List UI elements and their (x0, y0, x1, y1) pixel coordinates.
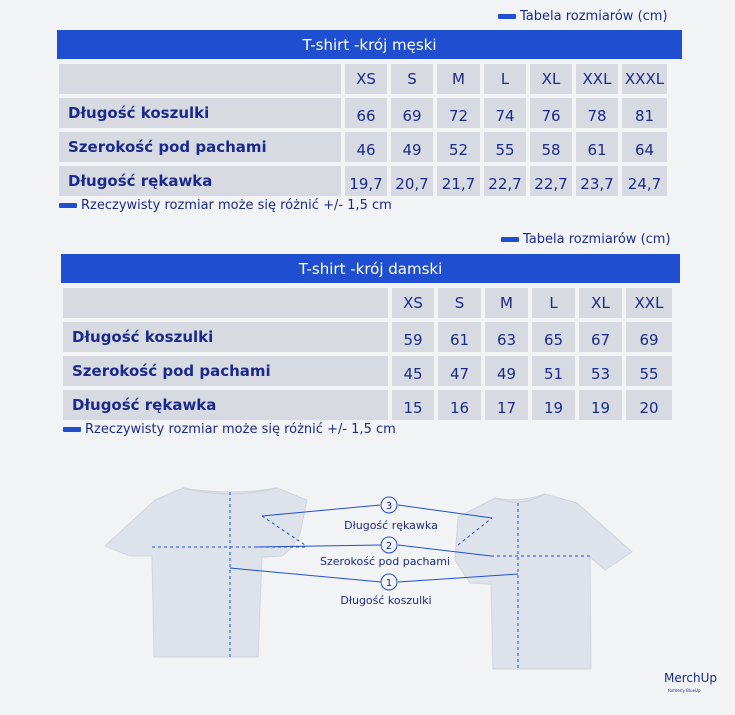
men-cell: 74 (484, 98, 526, 128)
men-cell: 46 (345, 132, 387, 162)
women-size-table (63, 288, 672, 420)
women-cell: 19 (579, 390, 622, 420)
men-cell: 49 (391, 132, 433, 162)
women-row-label: Szerokość pod pachami (63, 356, 388, 386)
merchup-logo: MerchUp (664, 671, 718, 685)
men-row-label: Długość rękawka (59, 166, 341, 196)
women-size-header: XXL (626, 288, 672, 318)
women-cell: 65 (532, 322, 575, 352)
men-row-label: Długość koszulki (59, 98, 341, 128)
men-cell: 20,7 (391, 166, 433, 196)
women-caption (501, 232, 671, 247)
marker-number: 2 (385, 541, 393, 552)
women-row-label: Długość rękawka (63, 390, 388, 420)
men-cell: 55 (484, 132, 526, 162)
women-cell: 59 (392, 322, 434, 352)
women-cell: 55 (626, 356, 672, 386)
women-size-header: M (485, 288, 528, 318)
men-size-header: XL (530, 64, 572, 94)
marker-label: Szerokość pod pachami (320, 555, 450, 568)
men-table-title (57, 30, 682, 59)
marker-number: 1 (385, 578, 393, 589)
men-size-header: L (484, 64, 526, 94)
men-cell: 78 (576, 98, 618, 128)
men-cell: 24,7 (622, 166, 667, 196)
men-cell: 58 (530, 132, 572, 162)
men-cell: 64 (622, 132, 667, 162)
women-size-header: XS (392, 288, 434, 318)
women-cell: 53 (579, 356, 622, 386)
tshirt-back-icon (455, 494, 632, 669)
marker-label: Długość rękawka (344, 519, 438, 532)
men-cell: 76 (530, 98, 572, 128)
women-cell: 20 (626, 390, 672, 420)
men-cell: 61 (576, 132, 618, 162)
men-cell: 19,7 (345, 166, 387, 196)
men-size-header: M (437, 64, 480, 94)
women-size-header: S (438, 288, 481, 318)
men-cell: 22,7 (484, 166, 526, 196)
women-cell: 17 (485, 390, 528, 420)
women-cell: 49 (485, 356, 528, 386)
women-caption-text: Tabela rozmiarów (cm) (523, 232, 671, 247)
women-cell: 61 (438, 322, 481, 352)
men-cell: 69 (391, 98, 433, 128)
men-caption-text: Tabela rozmiarów (cm) (520, 9, 668, 24)
men-caption (498, 9, 668, 24)
men-cell: 52 (437, 132, 480, 162)
note-bar-icon (63, 427, 81, 432)
men-cell: 72 (437, 98, 480, 128)
men-cell: 23,7 (576, 166, 618, 196)
women-cell: 47 (438, 356, 481, 386)
men-cell: 22,7 (530, 166, 572, 196)
women-table-title (61, 254, 680, 283)
caption-bar-icon (501, 237, 519, 242)
women-row-label: Długość koszulki (63, 322, 388, 352)
women-cell: 63 (485, 322, 528, 352)
women-size-header: L (532, 288, 575, 318)
women-cell: 69 (626, 322, 672, 352)
marker-sleeve-length (344, 497, 438, 532)
men-note (59, 198, 392, 213)
women-cell: 67 (579, 322, 622, 352)
marker-number: 3 (385, 501, 393, 512)
men-title-text: T-shirt -krój męski (302, 35, 437, 54)
men-cell: 81 (622, 98, 667, 128)
men-size-header: XXXL (622, 64, 667, 94)
men-row-label: Szerokość pod pachami (59, 132, 341, 162)
women-note (63, 422, 396, 437)
men-cell: 66 (345, 98, 387, 128)
women-cell: 45 (392, 356, 434, 386)
men-size-header: XXL (576, 64, 618, 94)
men-header-blank (59, 64, 341, 94)
women-cell: 16 (438, 390, 481, 420)
note-bar-icon (59, 203, 77, 208)
men-size-table (59, 64, 667, 196)
tshirt-measurement-diagram (0, 470, 735, 700)
women-size-header: XL (579, 288, 622, 318)
women-header-blank (63, 288, 388, 318)
men-size-header: XS (345, 64, 387, 94)
women-note-text: Rzeczywisty rozmiar może się różnić +/- 1,5 cm (85, 422, 396, 437)
men-cell: 21,7 (437, 166, 480, 196)
men-note-text: Rzeczywisty rozmiar może się różnić +/- 1,5 cm (81, 198, 392, 213)
marker-label: Długość koszulki (340, 594, 432, 607)
marker-chest-width (320, 537, 450, 568)
women-cell: 19 (532, 390, 575, 420)
men-size-header: S (391, 64, 433, 94)
women-cell: 15 (392, 390, 434, 420)
women-title-text: T-shirt -krój damski (298, 259, 443, 278)
marker-shirt-length (340, 574, 431, 607)
caption-bar-icon (498, 14, 516, 19)
women-cell: 51 (532, 356, 575, 386)
logo-tagline: formerly BlueUp (668, 688, 701, 693)
